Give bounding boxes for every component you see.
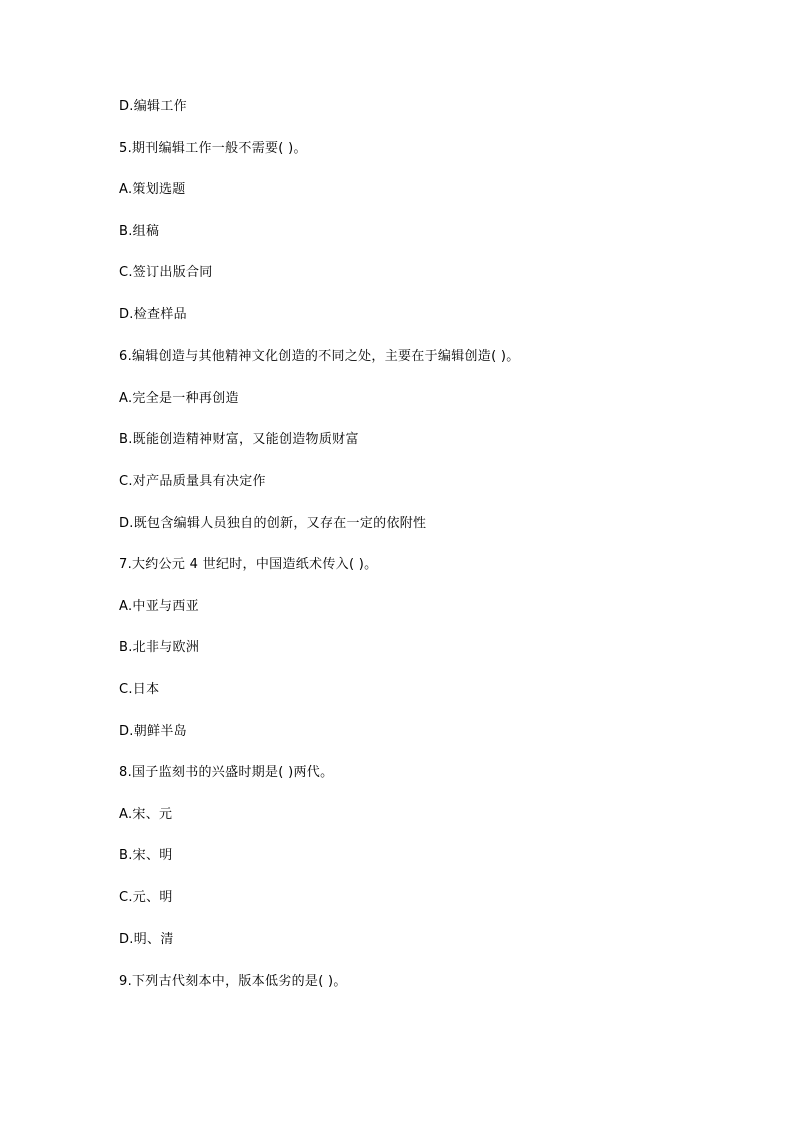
question-8: 8.国子监刻书的兴盛时期是( )两代。 [119,765,334,780]
option-c-q5: C.签订出版合同 [119,265,213,280]
option-a-q5: A.策划选题 [119,182,186,197]
option-b-q5: B.组稿 [119,224,160,239]
question-7: 7.大约公元 4 世纪时，中国造纸术传入( )。 [119,557,378,572]
question-9: 9.下列古代刻本中，版本低劣的是( )。 [119,974,347,989]
option-b-q7: B.北非与欧洲 [119,640,200,655]
option-c-q8: C.元、明 [119,890,173,905]
option-a-q8: A.宋、元 [119,807,173,822]
option-c-q7: C.日本 [119,682,160,697]
option-d-q6: D.既包含编辑人员独自的创新，又存在一定的依附性 [119,516,427,531]
option-a-q7: A.中亚与西亚 [119,599,199,614]
option-d-q4: D.编辑工作 [119,99,187,114]
question-5: 5.期刊编辑工作一般不需要( )。 [119,141,307,156]
option-d-q5: D.检查样品 [119,307,187,322]
option-d-q7: D.朝鲜半岛 [119,724,187,739]
option-b-q6: B.既能创造精神财富，又能创造物质财富 [119,432,359,447]
option-d-q8: D.明、清 [119,932,174,947]
option-c-q6: C.对产品质量具有决定作 [119,474,266,489]
option-a-q6: A.完全是一种再创造 [119,391,239,406]
option-b-q8: B.宋、明 [119,848,173,863]
question-6: 6.编辑创造与其他精神文化创造的不同之处，主要在于编辑创造( )。 [119,349,520,364]
